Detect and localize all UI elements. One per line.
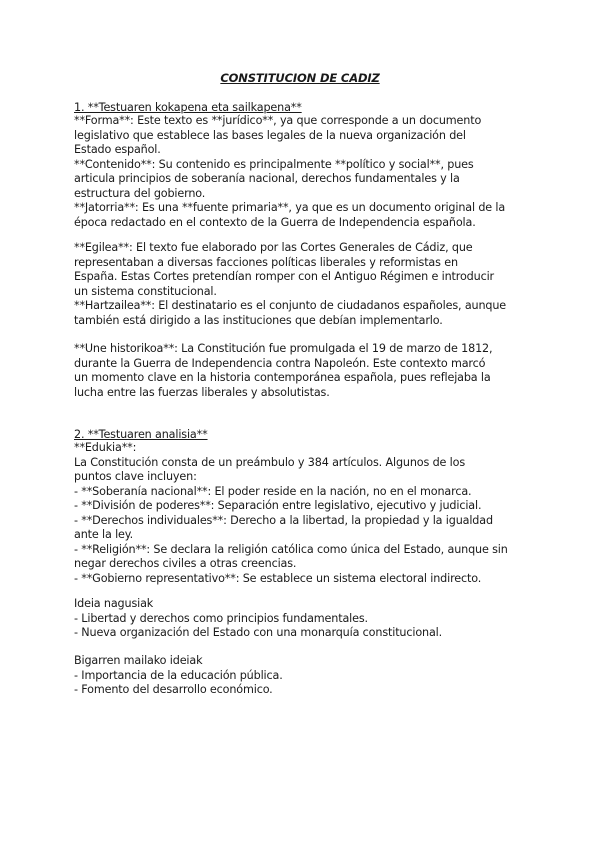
section-1-paragraph-1 (74, 114, 544, 230)
text-line: **Edukia**: (74, 441, 137, 454)
section-2-paragraph-2 (74, 597, 544, 641)
text-line: España. Estas Cortes pretendían romper con el Antiguo Régimen e introducir (74, 270, 494, 283)
text-line: - **División de poderes**: Separación entre legislativo, ejecutivo y judicial. (74, 499, 482, 512)
text-line: ante la ley. (74, 528, 134, 541)
text-line: **Une historikoa**: La Constitución fue promulgada el 19 de marzo de 1812, (74, 342, 493, 355)
text-line: **Jatorria**: Es una **fuente primaria**, ya que es un documento original de la (74, 201, 506, 214)
text-line: La Constitución consta de un preámbulo y 384 artículos. Algunos de los (74, 455, 465, 469)
text-line: - Nueva organización del Estado con una monarquía constitucional. (74, 626, 443, 639)
text-line: estructura del gobierno. (74, 186, 206, 200)
text-line: un momento clave en la historia contemporánea española, pues reflejaba la (74, 371, 491, 384)
text-line: representaban a diversas facciones políticas liberales y reformistas en (74, 255, 458, 269)
text-line: puntos clave incluyen: (74, 470, 197, 483)
text-line: - **Derechos individuales**: Derecho a la libertad, la propiedad y la igualdad (74, 513, 493, 527)
text-line: - **Religión**: Se declara la religión católica como única del Estado, aunque sin (74, 542, 508, 556)
section-2-heading: 2. **Testuaren analisia** (74, 428, 208, 441)
text-line: **Hartzailea**: El destinatario es el conjunto de ciudadanos españoles, aunque (74, 299, 507, 312)
section-1-paragraph-3 (74, 342, 544, 400)
text-line: - Importancia de la educación pública. (74, 668, 283, 682)
text-line: lucha entre las fuerzas liberales y absolutistas. (74, 385, 330, 399)
text-line: negar derechos civiles a otras creencias. (74, 557, 297, 570)
text-line: también está dirigido a las instituciones que debían implementarlo. (74, 313, 443, 327)
text-line: **Forma**: Este texto es **jurídico**, ya que corresponde a un documento (74, 114, 482, 127)
text-line: **Contenido**: Su contenido es principalmente **político y social**, pues (74, 157, 474, 171)
text-line: - Libertad y derechos como principios fundamentales. (74, 611, 368, 625)
section-1-paragraph-2 (74, 241, 544, 328)
text-line: Estado español. (74, 143, 161, 156)
document-title: CONSTITUCION DE CADIZ (220, 71, 380, 85)
section-1-heading: 1. **Testuaren kokapena eta sailkapena** (74, 101, 302, 114)
text-line: Ideia nagusiak (74, 597, 154, 610)
text-line: articula principios de soberanía nacional, derechos fundamentales y la (74, 172, 460, 185)
text-line: durante la Guerra de Independencia contra Napoleón. Este contexto marcó (74, 356, 486, 370)
text-line: **Egilea**: El texto fue elaborado por las Cortes Generales de Cádiz, que (74, 241, 473, 254)
text-line: un sistema constitucional. (74, 284, 217, 298)
text-line: - **Gobierno representativo**: Se establece un sistema electoral indirecto. (74, 571, 482, 585)
text-line: - **Soberanía nacional**: El poder reside en la nación, no en el monarca. (74, 484, 472, 498)
section-2-paragraph-3 (74, 654, 544, 698)
section-2-paragraph-1 (74, 441, 544, 586)
text-line: - Fomento del desarrollo económico. (74, 683, 273, 696)
text-line: Bigarren mailako ideiak (74, 654, 203, 667)
text-line: época redactado en el contexto de la Guerra de Independencia española. (74, 215, 476, 229)
text-line: legislativo que establece las bases legales de la nueva organización del (74, 128, 466, 142)
